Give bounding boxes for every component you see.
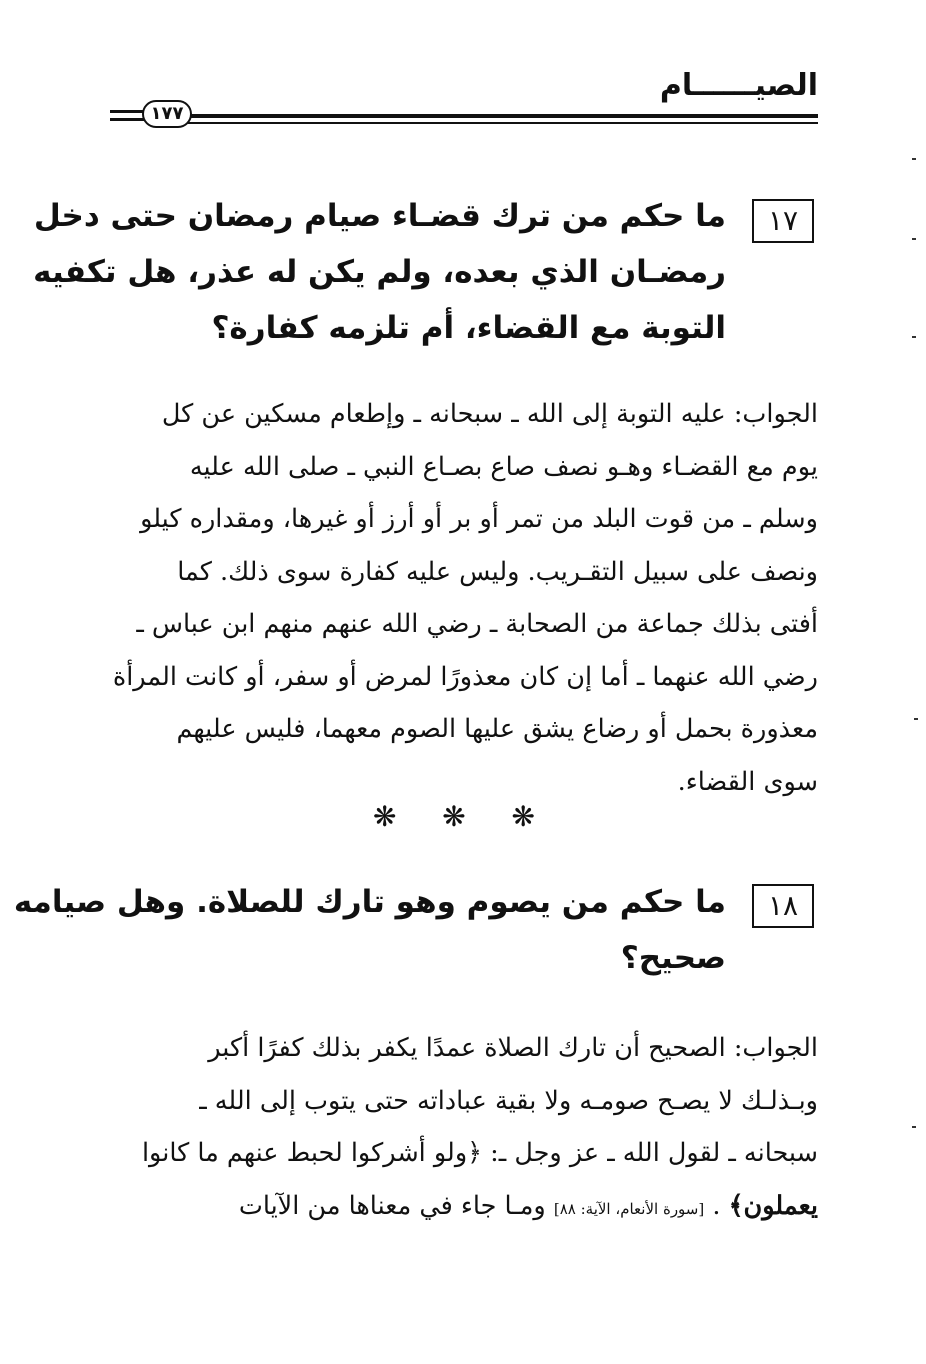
answer-line: وسلم ـ من قوت البلد من تمر أو بر أو أرز أو غيرها، ومقداره كيلو	[140, 504, 818, 534]
verse-reference: [سورة الأنعام، الآية: ٨٨]	[553, 1199, 705, 1218]
answer-line: رضي الله عنهما ـ أما إن كان معذورًا لمرض أو سفر، أو كانت المرأة	[112, 661, 818, 692]
answer-line-tail: ومـا جاء في معناها من الآيات	[238, 1190, 546, 1221]
answer-line: يعملون﴾ . [سورة الأنعام، الآية: ٨٨] ومـا جاء في معناها من الآيات	[238, 1190, 818, 1221]
answer-line: ونصف على سبيل التقـريب. وليس عليه كفارة سوى ذلك. كما	[177, 556, 818, 587]
header-rule-thin	[188, 122, 818, 124]
scan-mark	[912, 158, 916, 160]
scan-mark	[912, 238, 916, 240]
answer-line: معذورة بحمل أو رضاع يشق عليها الصوم معهما، فليس عليهم	[176, 714, 818, 744]
header-rule-left-bottom	[110, 118, 144, 121]
question-17-text	[33, 188, 726, 356]
answer-line: يوم مع القضـاء وهـو نصف صاع بصـاع النبي ـ صلى الله عليه	[189, 451, 818, 482]
question-line: ما حكم من يصوم وهو تارك للصلاة. وهل صيامه	[13, 884, 726, 920]
verse-end: يعملون﴾	[728, 1190, 818, 1221]
page-number: ١٧٧	[142, 100, 192, 128]
question-line: التوبة مع القضاء، أم تلزمه كفارة؟	[211, 310, 726, 346]
question-number-box: ١٨	[752, 884, 814, 928]
answer-18	[142, 1022, 818, 1235]
header-rule-left-top	[110, 110, 144, 113]
answer-line: وبـذلـك لا يصـح صومـه ولا بقية عباداته حتى يتوب إلى الله ـ	[199, 1085, 818, 1116]
answer-line: سبحانه ـ لقول الله ـ عز وجل ـ: ﴿ولو أشركوا لحبط عنهم ما كانوا	[141, 1138, 818, 1168]
question-line: ما حكم من ترك قضـاء صيام رمضان حتى دخل	[33, 198, 726, 234]
question-18-text	[14, 874, 726, 986]
answer-17	[113, 388, 818, 808]
answer-line: أفتى بذلك جماعة من الصحابة ـ رضي الله عنهم منهم ابن عباس ـ	[136, 609, 818, 639]
question-line: صحيح؟	[620, 940, 726, 976]
answer-line: الجواب: عليه التوبة إلى الله ـ سبحانه ـ وإطعام مسكين عن كل	[161, 399, 818, 429]
question-line: رمضـان الذي بعده، ولم يكن له عذر، هل تكفيه	[33, 254, 726, 290]
scan-mark	[914, 718, 918, 720]
section-separator: ❋ ❋ ❋	[373, 800, 553, 833]
scan-mark	[912, 1126, 916, 1128]
header-rule-thick	[188, 114, 818, 118]
scan-mark	[912, 336, 916, 338]
running-header-title: الصيــــــام	[659, 68, 818, 103]
question-number-box: ١٧	[752, 199, 814, 243]
answer-line: الجواب: الصحيح أن تارك الصلاة عمدًا يكفر بذلك كفرًا أكبر	[208, 1033, 818, 1063]
answer-line: سوى القضاء.	[677, 766, 818, 797]
